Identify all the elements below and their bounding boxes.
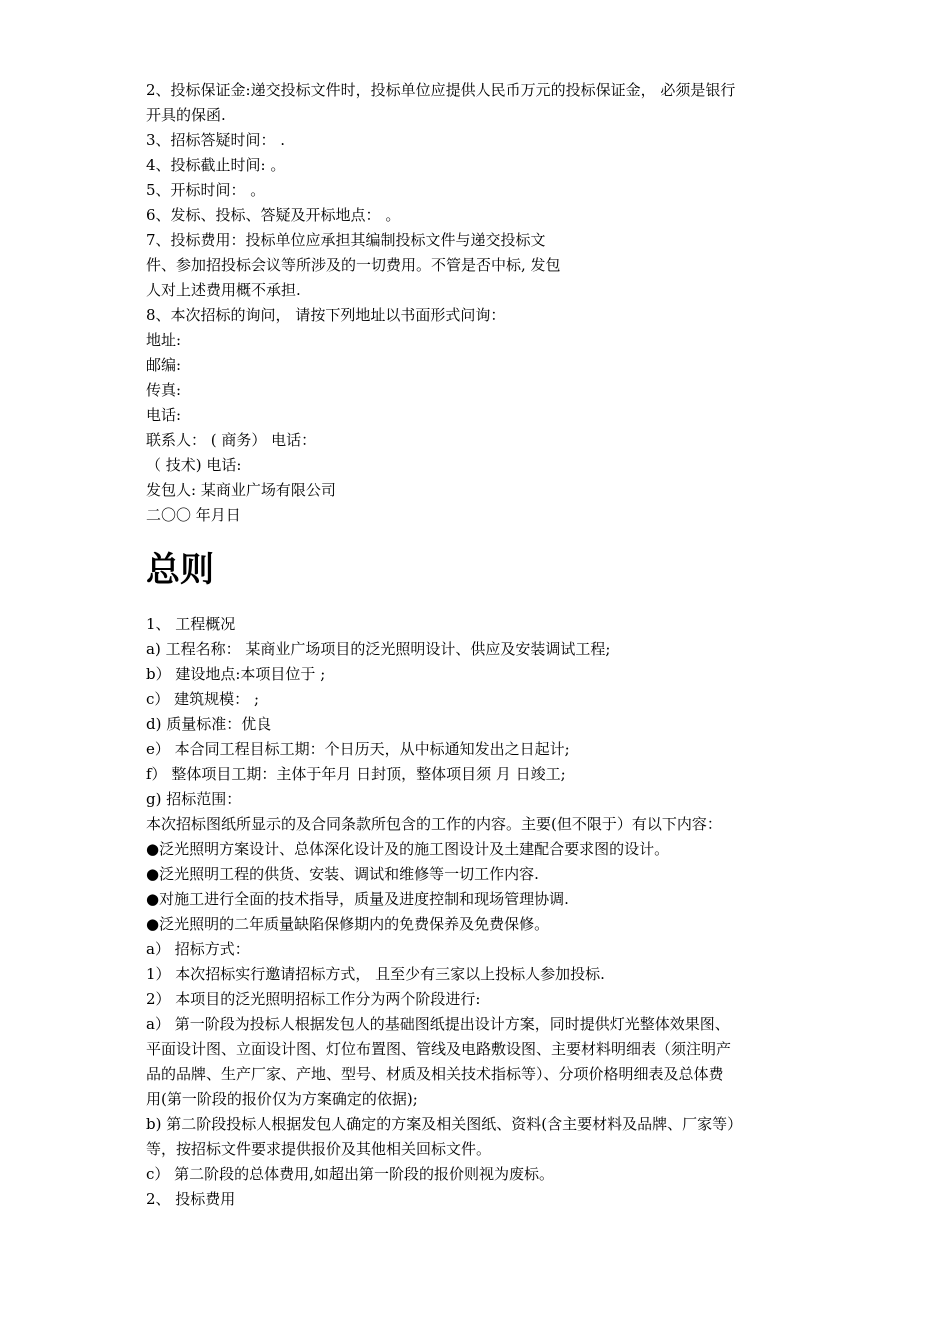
phase-one-line-4: 用(第一阶段的报价仅为方案确定的依据);	[146, 1090, 418, 1108]
bid-bond-line-2: 开具的保函.	[146, 106, 226, 124]
tender-info-section	[146, 78, 810, 528]
phone-line: 电话:	[146, 406, 182, 424]
tender-method-1: 1） 本次招标实行邀请招标方式， 且至少有三家以上投标人参加投标.	[146, 965, 605, 983]
project-overview-title: 1、 工程概况	[146, 615, 236, 633]
construction-site-line: b） 建设地点:本项目位于 ;	[146, 665, 326, 683]
project-name-line: a) 工程名称： 某商业广场项目的泛光照明设计、供应及安装调试工程;	[146, 640, 611, 658]
phase-two-line-2: 等，按招标文件要求提供报价及其他相关回标文件。	[146, 1140, 492, 1158]
contract-duration-line: e） 本合同工程目标工期：个日历天，从中标通知发出之日起计;	[146, 740, 570, 758]
overall-schedule-line: f） 整体项目工期：主体于年月 日封顶，整体项目须 月 日竣工;	[146, 765, 566, 783]
scope-bullet-3: ●对施工进行全面的技术指导，质量及进度控制和现场管理协调.	[146, 890, 569, 908]
scope-bullet-1: ●泛光照明方案设计、总体深化设计及的施工图设计及土建配合要求图的设计。	[146, 840, 670, 858]
contact-business-line: 联系人： ( 商务） 电话：	[146, 431, 317, 449]
scope-intro-line: 本次招标图纸所显示的及合同条款所包含的工作的内容。主要(但不限于）有以下内容：	[146, 815, 722, 833]
opening-time-line: 5、开标时间： 。	[146, 181, 266, 199]
location-line: 6、发标、投标、答疑及开标地点： 。	[146, 206, 401, 224]
phase-total-cost-line: c） 第二阶段的总体费用,如超出第一阶段的报价则视为废标。	[146, 1165, 554, 1183]
general-section	[146, 612, 810, 1212]
qa-time-line: 3、招标答疑时间： .	[146, 131, 286, 149]
phase-one-line-2: 平面设计图、立面设计图、灯位布置图、管线及电路敷设图、主要材料明细表（须注明产	[146, 1040, 732, 1058]
document-page	[146, 78, 810, 1212]
bid-cost-title: 2、 投标费用	[146, 1190, 236, 1208]
contact-technical-line: （ 技术) 电话:	[146, 456, 242, 474]
section-heading: 总则	[146, 550, 214, 590]
phase-one-line-3: 品的品牌、生产厂家、产地、型号、材质及相关技术指标等）、分项价格明细表及总体费	[146, 1065, 724, 1083]
scope-bullet-2: ●泛光照明工程的供货、安装、调试和维修等一切工作内容.	[146, 865, 539, 883]
bid-cost-line-1: 7、投标费用：投标单位应承担其编制投标文件与递交投标文	[146, 231, 546, 249]
scope-title-line: g) 招标范围：	[146, 790, 242, 808]
fax-line: 传真:	[146, 381, 182, 399]
bid-bond-line-1: 2、投标保证金:递交投标文件时，投标单位应提供人民币万元的投标保证金， 必须是银行	[146, 81, 736, 99]
phase-two-line-1: b) 第二阶段投标人根据发包人确定的方案及相关图纸、资料(含主要材料及品牌、厂家等）	[146, 1115, 743, 1133]
bid-cost-line-2: 件、参加招投标会议等所涉及的一切费用。不管是否中标, 发包	[146, 256, 561, 274]
date-line: 二〇〇 年月日	[146, 506, 241, 524]
tender-method-2: 2） 本项目的泛光照明招标工作分为两个阶段进行:	[146, 990, 481, 1008]
employer-line: 发包人: 某商业广场有限公司	[146, 481, 336, 499]
phase-one-line-1: a） 第一阶段为投标人根据发包人的基础图纸提出设计方案，同时提供灯光整体效果图、	[146, 1015, 730, 1033]
address-line: 地址:	[146, 331, 182, 349]
inquiry-line: 8、本次招标的询问， 请按下列地址以书面形式问询：	[146, 306, 506, 324]
tender-method-title: a） 招标方式：	[146, 940, 250, 958]
quality-standard-line: d) 质量标准：优良	[146, 715, 272, 733]
building-scale-line: c） 建筑规模： ;	[146, 690, 259, 708]
postcode-line: 邮编:	[146, 356, 182, 374]
scope-bullet-4: ●泛光照明的二年质量缺陷保修期内的免费保养及免费保修。	[146, 915, 550, 933]
bid-cost-line-3: 人对上述费用概不承担.	[146, 281, 301, 299]
bid-deadline-line: 4、投标截止时间: 。	[146, 156, 286, 174]
